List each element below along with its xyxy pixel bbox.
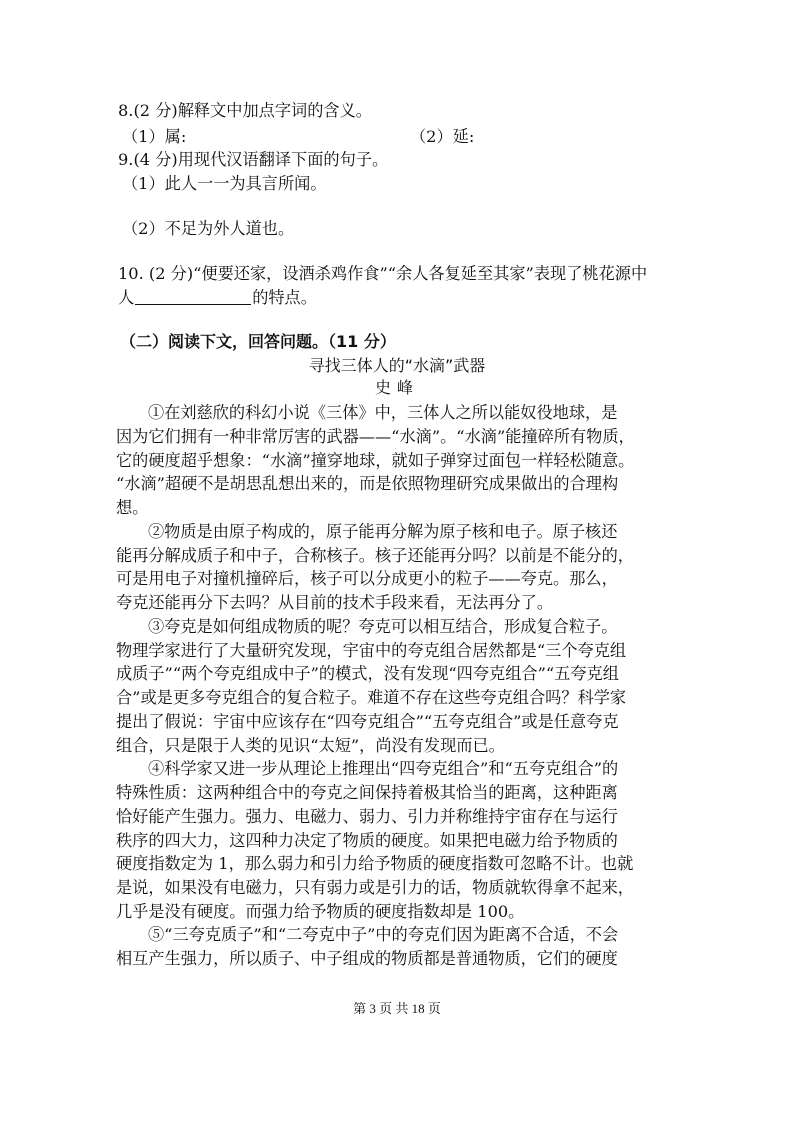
passage-line: 是说，如果没有电磁力，只有弱力或是引力的话，物质就软得拿不起来， xyxy=(116,878,634,897)
question-10-prefix: 人 xyxy=(118,288,135,307)
passage-line: 夸克还能再分下去吗？从目前的技术手段来看，无法再分了。 xyxy=(116,593,554,612)
passage-line: 想。 xyxy=(116,498,149,517)
passage-line: 合”或是更多夸克组合的复合粒子。难道不存在这些夸克组合吗？科学家 xyxy=(116,688,627,707)
passage-line: 组合，只是限于人类的见识“太短”，尚没有发现而已。 xyxy=(116,736,505,755)
answer-blank[interactable] xyxy=(135,288,251,305)
question-9-item-1: （1）此人一一为具言所闻。 xyxy=(122,174,327,193)
passage-line: ⑤“三夸克质子”和“二夸克中子”中的夸克们因为距离不合适，不会 xyxy=(148,925,619,944)
passage-line: 特殊性质：这两种组合中的夸克之间保持着极其恰当的距离，这种距离 xyxy=(116,783,618,802)
article-author: 史峰 xyxy=(374,378,419,397)
passage-line: “水滴”超硬不是胡思乱想出来的，而是依照物理研究成果做出的合理构 xyxy=(116,474,619,493)
passage-line: ③夸克是如何组成物质的呢？夸克可以相互结合，形成复合粒子。 xyxy=(148,617,618,636)
passage-line: 物理学家进行了大量研究发现，宇宙中的夸克组合居然都是“三个夸克组 xyxy=(116,641,627,660)
question-8: 8.(2 分)解释文中加点字词的含义。 xyxy=(118,101,372,120)
question-10-line-2 xyxy=(118,287,317,309)
passage-line: ②物质是由原子构成的，原子能再分解为原子核和电子。原子核还 xyxy=(148,522,618,541)
passage-line: 成质子”“两个夸克组成中子”的模式，没有发现“四夸克组合”“五夸克组 xyxy=(116,664,619,683)
question-9: 9.(4 分)用现代汉语翻译下面的句子。 xyxy=(118,150,389,169)
passage-line: 恰好能产生强力。强力、电磁力、弱力、引力并称维持宇宙存在与运行 xyxy=(116,807,618,826)
passage-line: 因为它们拥有一种非常厉害的武器——“水滴”。“水滴”能撞碎所有物质， xyxy=(116,427,635,446)
passage-line: 可是用电子对撞机撞碎后，核子可以分成更小的粒子——夸克。那么， xyxy=(116,569,618,588)
question-10: 10. (2 分)“便要还家，设酒杀鸡作食”“余人各复延至其家”表现了桃花源中 xyxy=(118,264,648,283)
question-10-suffix: 的特点。 xyxy=(252,288,317,307)
passage-line: ④科学家又进一步从理论上推理出“四夸克组合”和“五夸克组合”的 xyxy=(148,759,619,778)
question-8-item-1: （1）属: xyxy=(122,127,187,146)
question-9-item-2: （2）不足为外人道也。 xyxy=(122,219,295,238)
passage-line: 相互产生强力，所以质子、中子组成的物质都是普通物质，它们的硬度 xyxy=(116,949,618,968)
question-8-item-2: （2）延: xyxy=(410,127,475,146)
passage-line: 秩序的四大力，这四种力决定了物质的硬度。如果把电磁力给予物质的 xyxy=(116,831,618,850)
passage-line: 它的硬度超乎想象：“水滴”撞穿地球，就如子弹穿过面包一样轻松随意。 xyxy=(116,451,635,470)
passage-line: 硬度指数定为 1，那么弱力和引力给予物质的硬度指数可忽略不计。也就 xyxy=(116,854,634,873)
section-heading: （二）阅读下文，回答问题。（11 分） xyxy=(120,332,396,351)
passage-line: ①在刘慈欣的科幻小说《三体》中，三体人之所以能奴役地球，是 xyxy=(148,403,618,422)
passage-line: 提出了假说：宇宙中应该存在“四夸克组合”“五夸克组合”或是任意夸克 xyxy=(116,712,619,731)
passage-line: 几乎是没有硬度。而强力给予物质的硬度指数却是 100。 xyxy=(116,902,525,921)
article-title: 寻找三体人的“水滴”武器 xyxy=(308,356,486,375)
passage-line: 能再分解成质子和中子，合称核子。核子还能再分吗？以前是不能分的， xyxy=(116,546,634,565)
page-footer: 第 3 页 共 18 页 xyxy=(353,1001,441,1016)
